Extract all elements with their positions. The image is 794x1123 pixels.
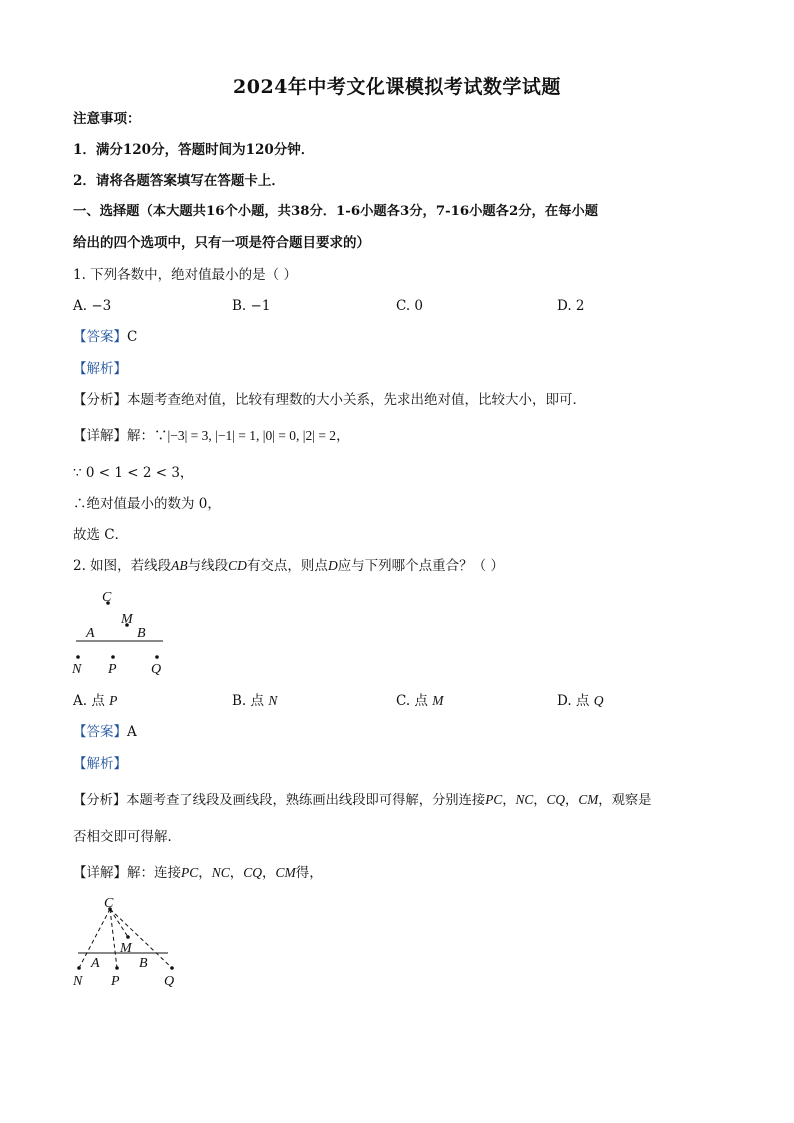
q2-option-a-prefix: A. 点 — [73, 693, 105, 709]
section-heading-line2: 给出的四个选项中，只有一项是符合题目要求的） — [73, 235, 370, 251]
q1-stem: 1. 下列各数中，绝对值最小的是（ ） — [73, 267, 297, 283]
q2-analysis — [73, 755, 127, 773]
seg-cq: CQ — [546, 792, 566, 807]
bracket-open: 【 — [73, 392, 87, 408]
q2-option-c-point: M — [432, 693, 444, 708]
q2-stem-b: 与线段 — [187, 558, 229, 574]
point-n — [77, 966, 81, 970]
notice-item-2: 2．请将各题答案填写在答题卡上． — [73, 173, 285, 189]
xj-seg-cq: CQ — [243, 865, 263, 880]
label-c: C — [104, 896, 114, 911]
q2-option-b-prefix: B. 点 — [232, 693, 265, 709]
q1-answer-label: 答案 — [86, 329, 114, 345]
point-m — [126, 935, 130, 939]
point-p — [111, 655, 115, 659]
bracket-open: 【 — [73, 428, 87, 444]
q1-option-a: A. −3 — [73, 298, 112, 314]
q1-step4: 故选 C． — [73, 527, 129, 543]
label-a: A — [86, 626, 95, 641]
q1-option-c: C. 0 — [396, 298, 424, 314]
q1-fenxi-text: 本题考查绝对值，比较有理数的大小关系，先求出绝对值，比较大小，即可． — [127, 392, 586, 408]
q2-analysis-label: 解析 — [86, 756, 114, 772]
bracket-close: 】 — [113, 428, 127, 444]
q1-analysis-label: 解析 — [86, 361, 114, 377]
q2-answer-value: A — [127, 724, 137, 740]
label-b: B — [137, 626, 146, 641]
q1-fenxi — [73, 391, 586, 409]
bracket-close: 】 — [113, 361, 127, 377]
q2-solution-figure — [60, 895, 190, 995]
label-n: N — [73, 974, 83, 989]
point-n — [76, 655, 80, 659]
point-q — [155, 655, 159, 659]
bracket-open: 【 — [73, 756, 87, 772]
notice-heading: 注意事项： — [73, 111, 141, 127]
sep: ， — [198, 865, 212, 881]
q2-d: D — [327, 558, 338, 573]
q2-option-b-point: N — [268, 693, 278, 708]
notice-item-1: 1．满分120分，答题时间为120分钟． — [73, 142, 315, 158]
bracket-open: 【 — [73, 361, 87, 377]
q2-stem-c: 有交点，则点 — [246, 558, 328, 574]
q1-answer-value: C — [127, 329, 138, 345]
q2-option-d-prefix: D. 点 — [557, 693, 590, 709]
bracket-close: 】 — [113, 392, 127, 408]
q2-cd: CD — [228, 558, 247, 573]
point-q — [170, 966, 174, 970]
label-m: M — [121, 612, 133, 627]
q1-option-b: B. −1 — [232, 298, 271, 314]
q1-xiangjie-math: |−3| = 3, |−1| = 1, |0| = 0, |2| = 2 — [167, 428, 337, 443]
q1-answer — [73, 328, 137, 346]
xj-seg-pc: PC — [181, 865, 199, 880]
bracket-close: 】 — [113, 865, 127, 881]
q2-option-c — [396, 692, 443, 710]
sep: ， — [262, 865, 276, 881]
label-p: P — [108, 662, 117, 677]
q1-step2: ∵ 0 < 1 < 2 < 3， — [73, 465, 194, 481]
label-a: A — [91, 956, 100, 971]
q2-fenxi-text-b: ，观察是 — [598, 793, 652, 808]
q2-stem — [73, 557, 504, 575]
label-c: C — [102, 590, 112, 605]
q2-option-a-point: P — [109, 693, 118, 708]
sep: ， — [533, 793, 547, 808]
q2-xiangjie — [73, 864, 323, 882]
label-q: Q — [151, 662, 162, 677]
q1-xiangjie-suffix: ， — [336, 428, 350, 444]
q2-xiangjie-label: 详解 — [86, 865, 114, 881]
bracket-open: 【 — [73, 724, 87, 740]
q1-xiangjie — [73, 427, 350, 445]
seg-cm: CM — [578, 792, 599, 807]
q2-fenxi-text-a: 本题考查了线段及画线段，熟练画出线段即可得解，分别连接 — [126, 793, 486, 808]
q2-option-d-point: Q — [593, 693, 604, 708]
q2-fenxi-line1 — [73, 791, 651, 810]
point-p — [115, 966, 119, 970]
q2-stem-d: 应与下列哪个点重合？（ ） — [337, 558, 504, 574]
q2-answer-label: 答案 — [86, 724, 114, 740]
q2-ab: AB — [171, 558, 188, 573]
seg-pc: PC — [485, 792, 503, 807]
bracket-close: 】 — [113, 329, 127, 345]
label-p: P — [111, 974, 120, 989]
bracket-open: 【 — [73, 793, 87, 808]
bracket-open: 【 — [73, 865, 87, 881]
label-b: B — [139, 956, 148, 971]
q2-option-d — [557, 692, 603, 710]
q2-fenxi-line2: 否相交即可得解． — [73, 829, 181, 845]
q2-xiangjie-b: 得， — [295, 865, 323, 881]
label-n: N — [72, 662, 82, 677]
bracket-close: 】 — [112, 793, 127, 808]
bracket-open: 【 — [73, 329, 87, 345]
q2-stem-a: 2. 如图，若线段 — [73, 558, 172, 574]
q1-option-d: D. 2 — [557, 298, 585, 314]
page-title: 2024年中考文化课模拟考试数学试题 — [233, 76, 561, 98]
sep: ， — [565, 793, 579, 808]
q2-option-b — [232, 692, 277, 710]
section-heading-line1: 一、选择题（本大题共16个小题，共38分．1-6小题各3分，7-16小题各2分，在每小题 — [73, 204, 599, 219]
q1-xiangjie-label: 详解 — [86, 428, 114, 444]
q1-step3: ∴绝对值最小的数为 0， — [73, 496, 221, 512]
bracket-close: 】 — [113, 756, 127, 772]
q2-option-a — [73, 692, 117, 710]
q2-option-c-prefix: C. 点 — [396, 693, 428, 709]
q2-xiangjie-a: 解：连接 — [127, 865, 181, 881]
xj-seg-cm: CM — [275, 865, 296, 880]
q2-answer — [73, 723, 137, 741]
label-m: M — [120, 941, 132, 956]
q1-xiangjie-prefix: 解：∵ — [127, 428, 168, 444]
q1-analysis — [73, 360, 127, 378]
q2-figure — [60, 585, 180, 680]
xj-seg-nc: NC — [211, 865, 230, 880]
sep: ， — [502, 793, 516, 808]
seg-nc: NC — [515, 792, 534, 807]
sep: ， — [229, 865, 244, 881]
bracket-close: 】 — [113, 724, 127, 740]
label-q: Q — [164, 974, 175, 989]
q1-fenxi-label: 分析 — [86, 392, 114, 408]
q2-fenxi-label: 分析 — [86, 793, 113, 808]
